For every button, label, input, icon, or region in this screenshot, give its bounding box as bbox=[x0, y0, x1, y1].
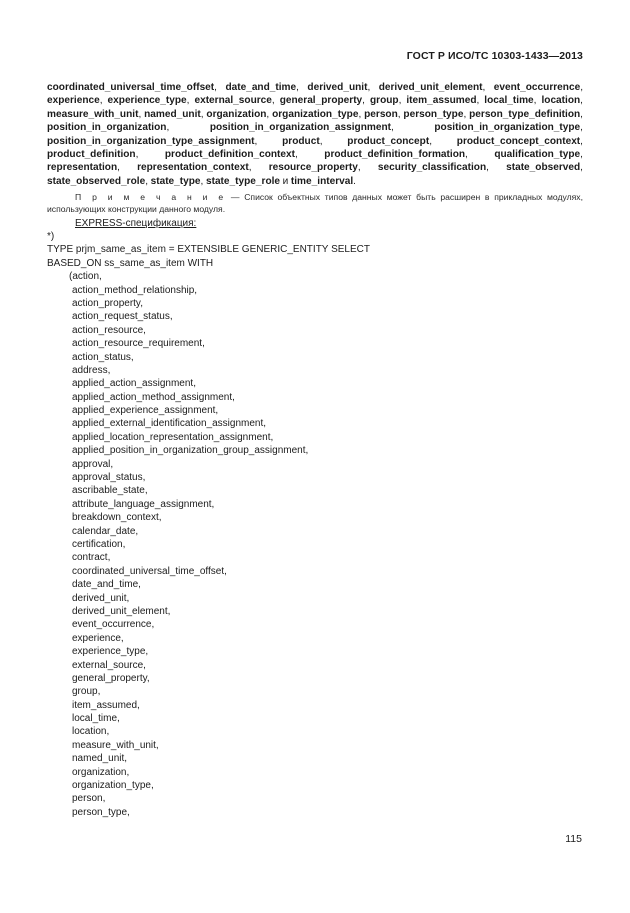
code-line: measure_with_unit, bbox=[72, 739, 159, 751]
code-line: event_occurrence, bbox=[72, 619, 155, 631]
code-line: person, bbox=[72, 793, 106, 805]
entity-name: group bbox=[369, 95, 399, 107]
code-line: applied_position_in_organization_group_assignment, bbox=[72, 445, 309, 457]
code-line: coordinated_universal_time_offset, bbox=[72, 565, 227, 577]
code-line: group, bbox=[72, 686, 101, 698]
conjunction: и bbox=[282, 175, 289, 187]
entity-name: product_definition_formation bbox=[324, 149, 466, 161]
code-line: location, bbox=[72, 726, 110, 738]
entity-name: location bbox=[541, 95, 581, 107]
code-line: approval_status, bbox=[72, 472, 146, 484]
express-code-block bbox=[47, 230, 370, 819]
entity-name: state_observed_role bbox=[47, 175, 146, 187]
entity-name: external_source bbox=[194, 95, 272, 107]
entity-name: time_interval bbox=[290, 175, 354, 187]
entity-name: position_in_organization_type bbox=[434, 122, 581, 134]
entity-name: state_type_role bbox=[205, 175, 281, 187]
code-line: action_resource, bbox=[72, 324, 146, 336]
entity-name: organization_type bbox=[272, 108, 359, 120]
code-line: local_time, bbox=[72, 713, 120, 725]
code-line: applied_external_identification_assignment, bbox=[72, 418, 267, 430]
entity-name: organization bbox=[206, 108, 267, 120]
entity-name: product_concept bbox=[347, 135, 430, 147]
entity-name: product_definition bbox=[47, 149, 136, 161]
entity-name: measure_with_unit bbox=[47, 108, 139, 120]
code-line: applied_location_representation_assignment, bbox=[72, 431, 274, 443]
entity-name: coordinated_universal_time_offset bbox=[47, 82, 215, 93]
code-line: date_and_time, bbox=[72, 579, 141, 591]
entity-name: derived_unit_element bbox=[378, 82, 483, 93]
entity-name: person_type_definition bbox=[469, 108, 581, 120]
code-line: derived_unit_element, bbox=[72, 605, 171, 617]
code-line: (action, bbox=[69, 271, 102, 283]
code-line: TYPE prjm_same_as_item = EXTENSIBLE GENERIC_ENTITY SELECT bbox=[47, 244, 370, 256]
entity-name: person_type bbox=[403, 108, 464, 120]
entity-name: event_occurrence bbox=[493, 82, 581, 93]
code-line: action_request_status, bbox=[72, 311, 173, 323]
code-line: derived_unit, bbox=[72, 592, 130, 604]
code-line: item_assumed, bbox=[72, 699, 140, 711]
code-line: *) bbox=[47, 231, 55, 242]
code-line: BASED_ON ss_same_as_item WITH bbox=[47, 257, 214, 269]
entity-name: product_definition_context bbox=[164, 149, 295, 161]
note-text: — Список объектных типов данных может быть расширен в прикладных модулях, использующих конструкции данного модуля. bbox=[47, 192, 583, 214]
code-line: experience, bbox=[72, 632, 124, 644]
code-line: action_resource_requirement, bbox=[72, 338, 205, 350]
entity-name: named_unit bbox=[144, 108, 201, 120]
entity-name: representation_context bbox=[137, 162, 249, 174]
entity-name: general_property bbox=[279, 95, 363, 107]
entity-name: position_in_organization_type_assignment bbox=[47, 135, 255, 147]
code-line: contract, bbox=[72, 552, 111, 564]
code-line: action_status, bbox=[72, 351, 134, 363]
entity-name: date_and_time bbox=[225, 82, 297, 93]
entity-name: state_observed bbox=[506, 162, 581, 174]
code-line: action_method_relationship, bbox=[72, 284, 198, 296]
express-spec-label: EXPRESS-спецификация: bbox=[75, 218, 197, 229]
page-number: 115 bbox=[565, 833, 582, 845]
document-header: ГОСТ Р ИСО/ТС 10303-1433—2013 bbox=[406, 50, 583, 62]
entity-name: product_concept_context bbox=[456, 135, 581, 147]
code-line: action_property, bbox=[72, 297, 143, 309]
entity-name: local_time bbox=[484, 95, 534, 107]
entity-name: resource_property bbox=[268, 162, 358, 174]
code-line: external_source, bbox=[72, 659, 146, 671]
entity-list-paragraph: coordinated_universal_time_offset, date_and_time, derived_unit, derived_unit_element, event_occurrence, experience, experience_type, external_source, general_property, group, item_assumed, local_time, location, measure_with_unit, named_unit, organization, organization_type, person, person_type, person_type_definition, position_in_organization, position_in_organization_assignment, position_in_organization_type, position_in_organization_type_assignment, product, product_concept, product_concept_context, product_definition, product_definition_context, product_definition_formation, qualification_type, representation, representation_context, resource_property, security_classification, state_observed, state_observed_role, state_type, state_type_role и time_interval. bbox=[47, 82, 583, 187]
code-line: calendar_date, bbox=[72, 525, 139, 537]
code-line: person_type, bbox=[72, 806, 130, 818]
entity-name: person bbox=[364, 108, 398, 120]
code-line: applied_action_assignment, bbox=[72, 378, 196, 390]
note-paragraph bbox=[47, 191, 583, 215]
entity-name: qualification_type bbox=[494, 149, 581, 161]
entity-name: state_type bbox=[150, 175, 201, 187]
code-line: organization_type, bbox=[72, 780, 154, 792]
entity-name: product bbox=[282, 135, 320, 147]
entity-name: experience bbox=[47, 95, 100, 107]
code-line: general_property, bbox=[72, 672, 150, 684]
entity-name: item_assumed bbox=[406, 95, 477, 107]
entity-name: representation bbox=[47, 162, 118, 174]
code-line: address, bbox=[72, 364, 111, 376]
entity-name: position_in_organization bbox=[47, 122, 167, 134]
code-line: approval, bbox=[72, 458, 114, 470]
entity-name: position_in_organization_assignment bbox=[209, 122, 391, 134]
entity-name: experience_type bbox=[107, 95, 187, 107]
code-line: breakdown_context, bbox=[72, 512, 162, 524]
code-line: named_unit, bbox=[72, 753, 128, 765]
entity-name: security_classification bbox=[377, 162, 487, 174]
entity-name: derived_unit bbox=[307, 82, 368, 93]
code-line: applied_action_method_assignment, bbox=[72, 391, 235, 403]
code-line: experience_type, bbox=[72, 646, 149, 658]
code-line: attribute_language_assignment, bbox=[72, 498, 215, 510]
sentence-end: . bbox=[353, 175, 356, 187]
code-line: applied_experience_assignment, bbox=[72, 405, 219, 417]
code-line: certification, bbox=[72, 538, 126, 550]
code-line: ascribable_state, bbox=[72, 485, 148, 497]
code-line: organization, bbox=[72, 766, 130, 778]
note-label: П р и м е ч а н и е bbox=[75, 192, 227, 202]
